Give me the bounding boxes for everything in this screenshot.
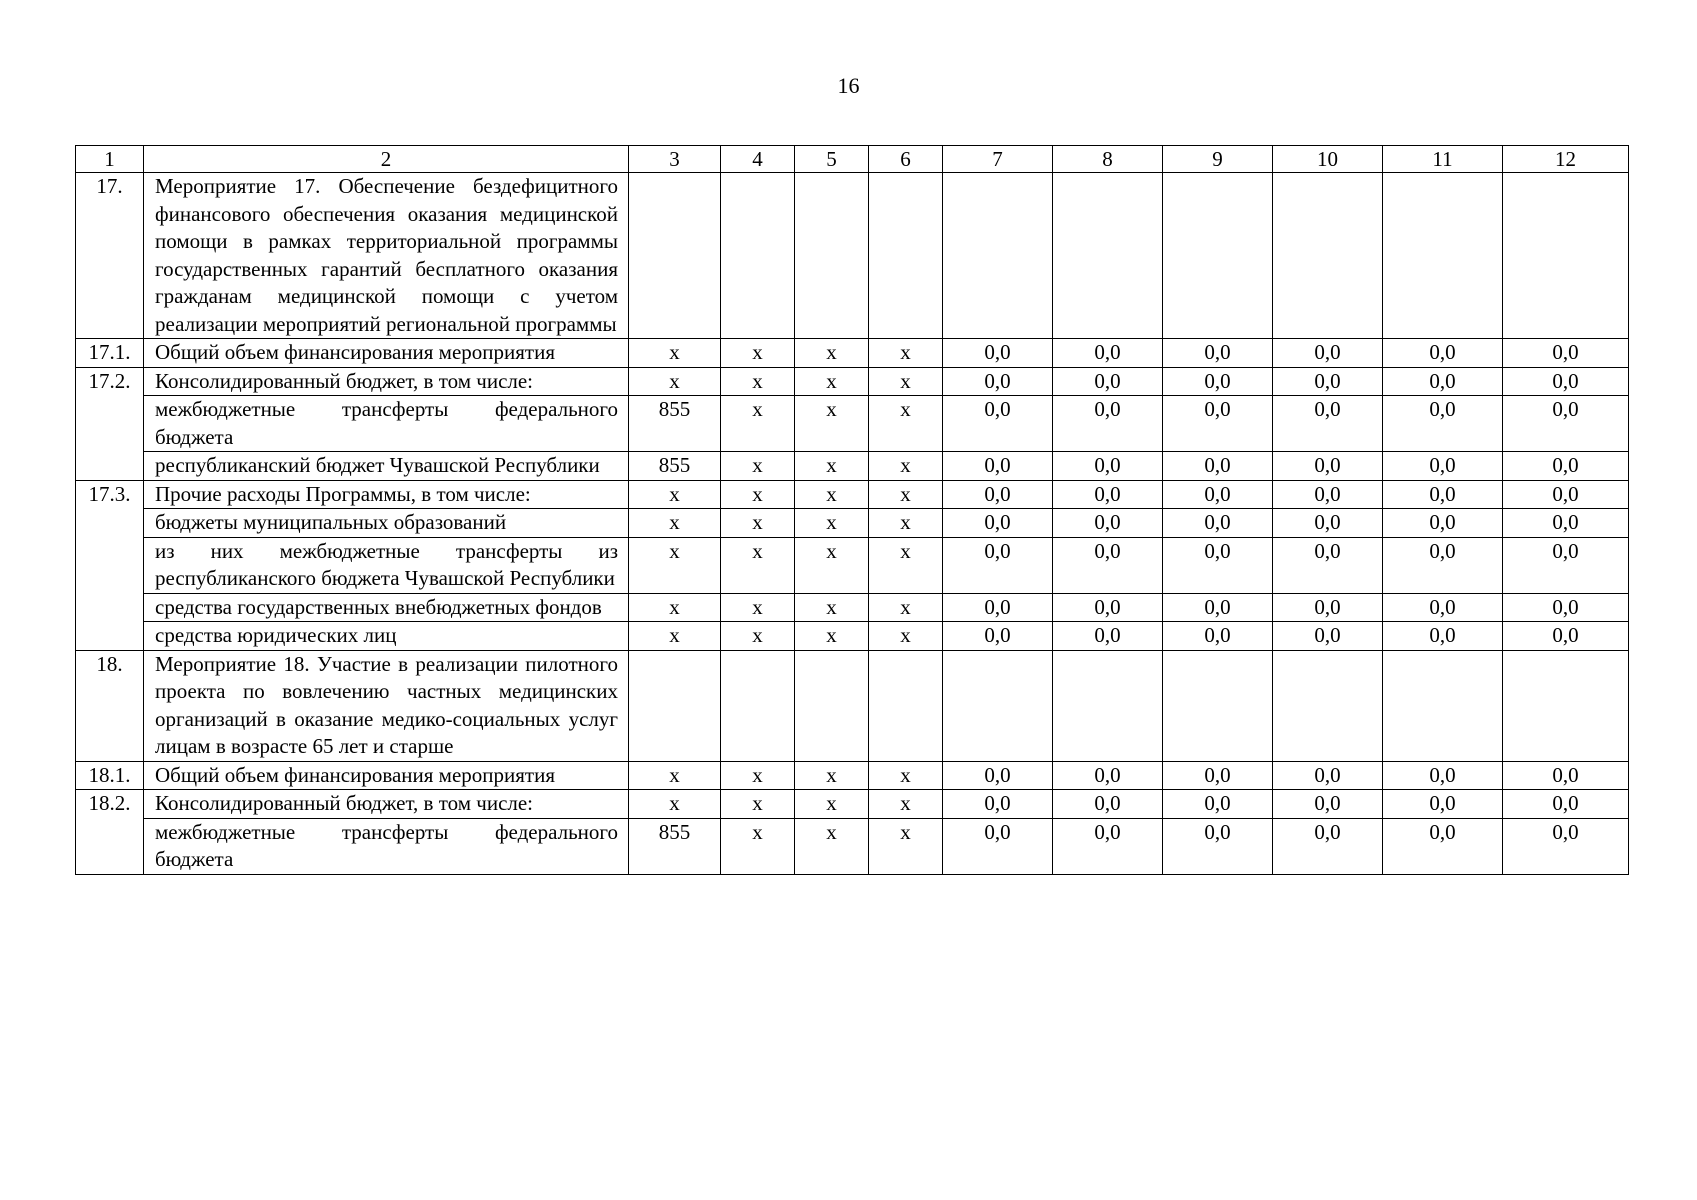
value-cell: 0,0 [1383,622,1503,651]
value-cell: 0,0 [1383,790,1503,819]
value-cell: 0,0 [1383,396,1503,452]
value-cell [1273,173,1383,339]
value-cell: 0,0 [1163,452,1273,481]
value-cell [1053,173,1163,339]
table-row [76,593,1629,622]
value-cell: 0,0 [1383,537,1503,593]
value-cell: x [721,452,795,481]
value-cell [1053,650,1163,761]
value-cell: 0,0 [1163,367,1273,396]
row-number: 18. [76,650,144,761]
value-cell: 0,0 [1503,339,1629,368]
value-cell: 0,0 [1383,367,1503,396]
value-cell: 0,0 [1273,367,1383,396]
table-row [76,339,1629,368]
column-header: 5 [795,146,869,173]
row-number: 17.2. [76,367,144,396]
value-cell: x [629,593,721,622]
value-cell: 0,0 [1053,790,1163,819]
value-cell [943,650,1053,761]
value-cell: 0,0 [1503,509,1629,538]
value-cell: 0,0 [1503,593,1629,622]
value-cell: x [721,537,795,593]
value-cell: 0,0 [1053,593,1163,622]
value-cell: x [721,593,795,622]
table-row [76,790,1629,819]
financing-table [75,145,1629,875]
column-header: 12 [1503,146,1629,173]
value-cell: x [795,367,869,396]
value-cell: 0,0 [1163,339,1273,368]
value-cell: x [869,761,943,790]
value-cell: 0,0 [943,452,1053,481]
table-row [76,761,1629,790]
value-cell: 0,0 [1053,396,1163,452]
value-cell: 0,0 [1163,480,1273,509]
row-description: республиканский бюджет Чувашской Республики [144,452,629,481]
value-cell: 0,0 [1503,761,1629,790]
value-cell: 0,0 [1383,452,1503,481]
value-cell: 0,0 [1273,593,1383,622]
value-cell: 0,0 [943,761,1053,790]
value-cell: 0,0 [1053,622,1163,651]
table-row [76,396,1629,452]
table-header [76,146,1629,173]
value-cell: x [795,790,869,819]
value-cell: x [795,818,869,874]
table-body [76,173,1629,875]
value-cell [629,650,721,761]
value-cell: 0,0 [1383,339,1503,368]
value-cell: x [721,339,795,368]
value-cell: x [629,790,721,819]
value-cell: 0,0 [1163,761,1273,790]
value-cell: x [795,452,869,481]
value-cell [1503,650,1629,761]
row-description: из них межбюджетные трансферты из республиканского бюджета Чувашской Республики [144,537,629,593]
value-cell: x [869,509,943,538]
value-cell: 855 [629,818,721,874]
value-cell: 0,0 [1273,790,1383,819]
row-description: Мероприятие 17. Обеспечение бездефицитного финансового обеспечения оказания медицинской помощи в рамках территориальной программы государственных гарантий бесплатного оказания гражданам медицинской помощи с учетом реализации мероприятий региональной программы [144,173,629,339]
value-cell [943,173,1053,339]
page-number: 16 [837,73,860,98]
row-number [76,537,144,593]
row-description: межбюджетные трансферты федерального бюджета [144,818,629,874]
value-cell: x [869,480,943,509]
value-cell [869,173,943,339]
row-number: 18.2. [76,790,144,819]
value-cell: 0,0 [943,367,1053,396]
value-cell: 0,0 [1053,537,1163,593]
column-header: 8 [1053,146,1163,173]
row-number [76,509,144,538]
value-cell: 0,0 [943,537,1053,593]
table-row [76,367,1629,396]
column-header: 11 [1383,146,1503,173]
value-cell: x [629,509,721,538]
value-cell: 0,0 [1053,509,1163,538]
value-cell: 0,0 [943,818,1053,874]
table-row [76,509,1629,538]
value-cell: 0,0 [1503,367,1629,396]
value-cell: 0,0 [1273,480,1383,509]
value-cell: x [795,480,869,509]
row-number [76,622,144,651]
row-description: средства государственных внебюджетных фондов [144,593,629,622]
value-cell: 0,0 [943,622,1053,651]
row-description: межбюджетные трансферты федерального бюджета [144,396,629,452]
value-cell: 0,0 [1383,480,1503,509]
value-cell: 0,0 [943,396,1053,452]
value-cell: 0,0 [1163,790,1273,819]
row-number [76,452,144,481]
value-cell: 0,0 [1053,452,1163,481]
value-cell: 0,0 [1163,818,1273,874]
row-description: Консолидированный бюджет, в том числе: [144,790,629,819]
table-row [76,452,1629,481]
value-cell: 0,0 [1053,339,1163,368]
value-cell: 0,0 [1503,480,1629,509]
value-cell [721,173,795,339]
value-cell: 0,0 [943,509,1053,538]
value-cell: x [869,593,943,622]
value-cell: x [869,396,943,452]
value-cell [629,173,721,339]
row-number [76,593,144,622]
value-cell [869,650,943,761]
value-cell: 0,0 [1383,818,1503,874]
row-description: бюджеты муниципальных образований [144,509,629,538]
value-cell [795,650,869,761]
value-cell [1163,173,1273,339]
value-cell: 0,0 [1053,761,1163,790]
column-header: 7 [943,146,1053,173]
table-row [76,650,1629,761]
value-cell [1163,650,1273,761]
value-cell: x [629,480,721,509]
value-cell: 0,0 [1273,509,1383,538]
value-cell: 0,0 [1503,818,1629,874]
value-cell: x [721,396,795,452]
table-row [76,622,1629,651]
row-description: Общий объем финансирования мероприятия [144,339,629,368]
row-description: средства юридических лиц [144,622,629,651]
row-number [76,396,144,452]
value-cell: x [795,339,869,368]
row-description: Консолидированный бюджет, в том числе: [144,367,629,396]
value-cell: 0,0 [1273,537,1383,593]
value-cell: x [721,790,795,819]
value-cell: x [629,367,721,396]
header-row [76,146,1629,173]
value-cell [1383,650,1503,761]
value-cell: 855 [629,452,721,481]
value-cell: x [795,396,869,452]
value-cell: x [721,509,795,538]
value-cell: x [629,622,721,651]
value-cell: 0,0 [1163,396,1273,452]
value-cell: x [721,480,795,509]
value-cell: x [721,761,795,790]
table-row [76,173,1629,339]
value-cell: x [795,537,869,593]
value-cell: x [795,593,869,622]
value-cell: 0,0 [943,480,1053,509]
table-row [76,537,1629,593]
value-cell: 0,0 [943,339,1053,368]
row-number: 18.1. [76,761,144,790]
value-cell [1273,650,1383,761]
column-header: 2 [144,146,629,173]
value-cell: 0,0 [1503,790,1629,819]
value-cell: x [869,367,943,396]
row-number: 17. [76,173,144,339]
value-cell: 0,0 [1273,818,1383,874]
value-cell: x [869,790,943,819]
column-header: 3 [629,146,721,173]
row-number: 17.1. [76,339,144,368]
row-description: Прочие расходы Программы, в том числе: [144,480,629,509]
value-cell: 0,0 [1383,761,1503,790]
value-cell: x [629,339,721,368]
value-cell: 0,0 [1503,452,1629,481]
value-cell: x [869,339,943,368]
value-cell: 855 [629,396,721,452]
value-cell: 0,0 [1383,593,1503,622]
value-cell: x [869,537,943,593]
value-cell: 0,0 [943,790,1053,819]
value-cell: 0,0 [1273,622,1383,651]
value-cell: 0,0 [1163,537,1273,593]
value-cell: 0,0 [1383,509,1503,538]
value-cell: 0,0 [1053,480,1163,509]
value-cell: 0,0 [1503,622,1629,651]
value-cell: x [795,509,869,538]
value-cell: 0,0 [1273,452,1383,481]
row-number: 17.3. [76,480,144,509]
value-cell: 0,0 [1163,509,1273,538]
value-cell: 0,0 [1503,537,1629,593]
value-cell: 0,0 [1053,818,1163,874]
value-cell: 0,0 [1503,396,1629,452]
value-cell: 0,0 [1273,339,1383,368]
value-cell: 0,0 [1053,367,1163,396]
column-header: 6 [869,146,943,173]
table-row [76,480,1629,509]
row-number [76,818,144,874]
table-row [76,818,1629,874]
value-cell: x [795,622,869,651]
value-cell: x [721,818,795,874]
value-cell [795,173,869,339]
value-cell: 0,0 [1273,396,1383,452]
value-cell: x [721,622,795,651]
column-header: 9 [1163,146,1273,173]
value-cell: x [869,452,943,481]
value-cell: x [869,622,943,651]
column-header: 1 [76,146,144,173]
value-cell: x [795,761,869,790]
value-cell [1383,173,1503,339]
value-cell: 0,0 [1163,622,1273,651]
value-cell: 0,0 [1273,761,1383,790]
value-cell: x [721,367,795,396]
value-cell [1503,173,1629,339]
value-cell: x [629,761,721,790]
value-cell: x [869,818,943,874]
column-header: 4 [721,146,795,173]
value-cell: 0,0 [943,593,1053,622]
row-description: Общий объем финансирования мероприятия [144,761,629,790]
column-header: 10 [1273,146,1383,173]
value-cell: 0,0 [1163,593,1273,622]
value-cell: x [629,537,721,593]
row-description: Мероприятие 18. Участие в реализации пилотного проекта по вовлечению частных медицинских организаций в оказание медико-социальных услуг лицам в возрасте 65 лет и старше [144,650,629,761]
value-cell [721,650,795,761]
